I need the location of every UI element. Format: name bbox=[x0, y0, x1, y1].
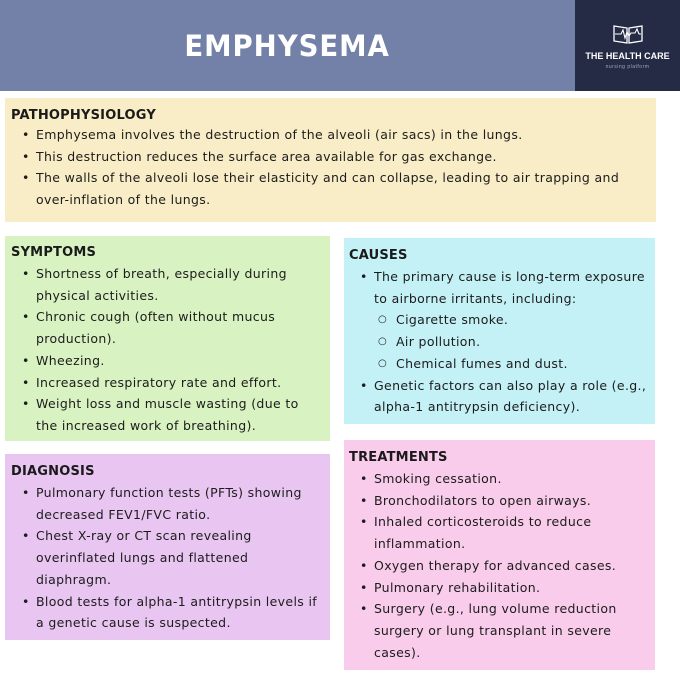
list-item: • Pulmonary rehabilitation. bbox=[360, 579, 541, 595]
list-item: • Genetic factors can also play a role (e.g., alpha-1 antitrypsin deficiency). bbox=[360, 377, 647, 415]
list-item: • Inhaled corticosteroids to reduce inflammation. bbox=[360, 514, 592, 552]
list-item: • Pulmonary function tests (PFTs) showing decreased FEV1/FVC ratio. bbox=[22, 485, 302, 522]
pathophysiology-heading: PATHOPHYSIOLOGY bbox=[11, 108, 156, 123]
diagnosis-heading: DIAGNOSIS bbox=[11, 464, 95, 479]
brand-logo bbox=[575, 0, 680, 91]
list-item: • Chest X-ray or CT scan revealing overinflated lungs and flattened diaphragm. bbox=[22, 528, 252, 587]
list-item: • Bronchodilators to open airways. bbox=[360, 492, 592, 508]
symptoms-list bbox=[11, 263, 322, 437]
causes-heading: CAUSES bbox=[349, 248, 408, 263]
list-item: • The walls of the alveoli lose their elasticity and can collapse, leading to air trapping and over-inflation of the lungs. bbox=[22, 170, 620, 208]
pathophysiology-list bbox=[11, 124, 648, 211]
list-item: • Oxygen therapy for advanced cases. bbox=[360, 557, 617, 573]
diagnosis-list bbox=[11, 482, 322, 634]
list-item: • The primary cause is long-term exposure to airborne irritants, including: bbox=[360, 269, 645, 306]
diagnosis-card bbox=[5, 454, 330, 640]
list-item: • Smoking cessation. bbox=[360, 471, 502, 486]
header-banner bbox=[0, 0, 575, 91]
page-title: EMPHYSEMA bbox=[184, 28, 391, 63]
treatments-heading: TREATMENTS bbox=[349, 450, 448, 465]
symptoms-card bbox=[5, 236, 330, 441]
list-item: • Blood tests for alpha-1 antitrypsin levels if a genetic cause is suspected. bbox=[22, 593, 318, 631]
sub-list-item: ○ Chemical fumes and dust. bbox=[378, 355, 568, 371]
symptoms-heading: SYMPTOMS bbox=[11, 245, 97, 260]
causes-card bbox=[344, 238, 655, 424]
logo-name: THE HEALTH CARE bbox=[585, 50, 670, 61]
list-item: • Chronic cough (often without mucus production). bbox=[22, 309, 276, 347]
open-book-heartbeat-icon bbox=[611, 22, 645, 46]
pathophysiology-card bbox=[5, 98, 656, 222]
treatments-card bbox=[344, 440, 655, 670]
list-item: • This destruction reduces the surface area available for gas exchange. bbox=[22, 148, 497, 164]
logo-tagline: nursing platform bbox=[605, 63, 650, 70]
sub-list-item: ○ Air pollution. bbox=[378, 334, 481, 350]
list-item: • Wheezing. bbox=[22, 352, 105, 368]
list-item: • Emphysema involves the destruction of the alveoli (air sacs) in the lungs. bbox=[22, 127, 523, 142]
list-item: • Weight loss and muscle wasting (due to the increased work of breathing). bbox=[22, 396, 299, 433]
treatments-list bbox=[349, 468, 647, 663]
sub-list-item: ○ Cigarette smoke. bbox=[378, 312, 509, 328]
list-item: • Shortness of breath, especially during physical activities. bbox=[22, 266, 287, 303]
list-item: • Increased respiratory rate and effort. bbox=[22, 374, 282, 390]
list-item: • Surgery (e.g., lung volume reduction surgery or lung transplant in severe cases). bbox=[360, 601, 617, 660]
causes-list bbox=[349, 266, 647, 418]
